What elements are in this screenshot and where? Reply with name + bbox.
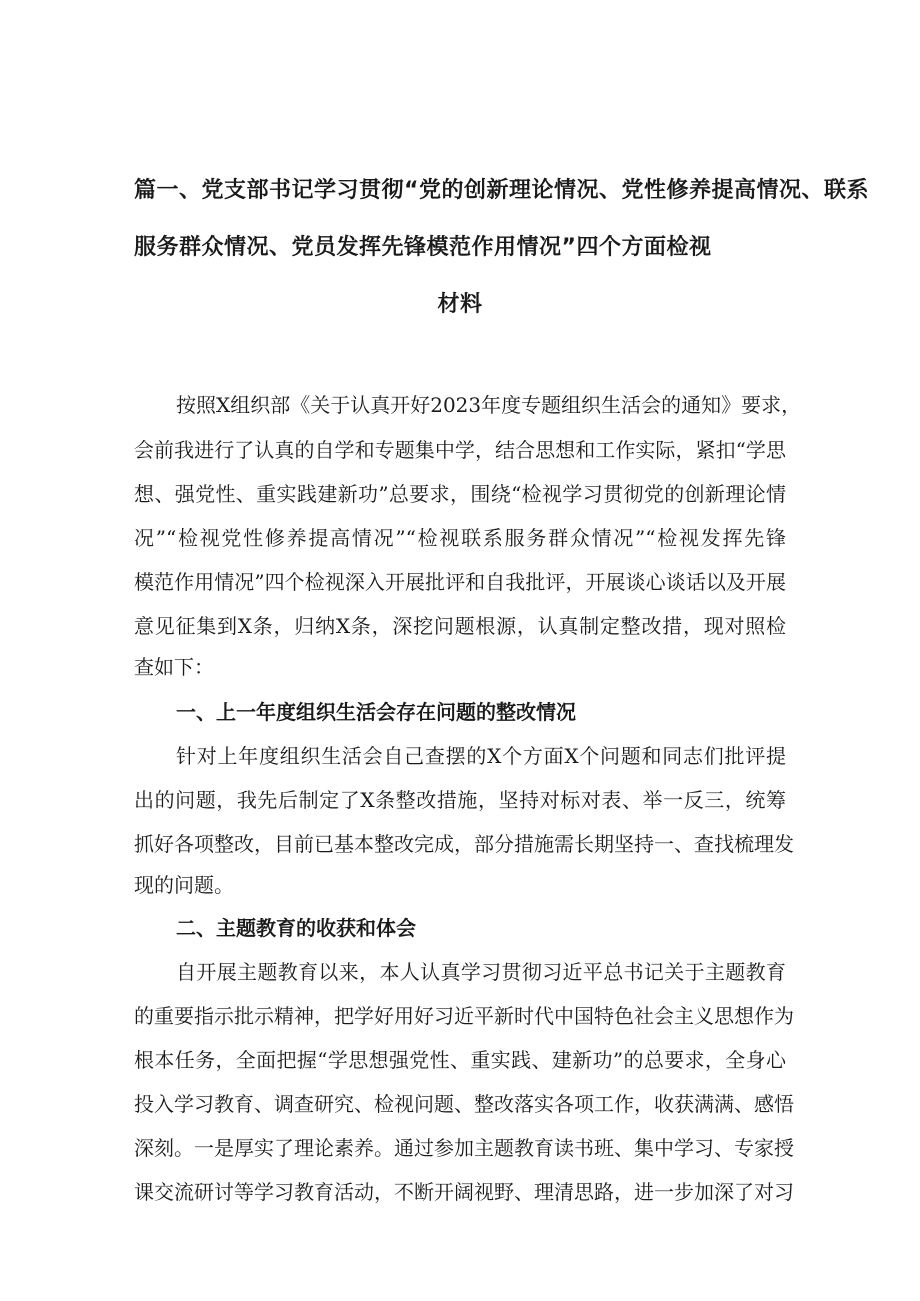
paragraph-3-line-4: 投入学习教育、调查研究、检视问题、整改落实各项工作，收获满满、感悟 [134, 1092, 794, 1116]
paragraph-3-line-3: 根本任务，全面把握“学思想强党性、重实践、建新功”的总要求，全身心 [134, 1048, 786, 1072]
paragraph-3-line-1: 自开展主题教育以来，本人认真学习贯彻习近平总书记关于主题教育 [176, 960, 786, 984]
paragraph-1-line-6: 意见征集到X条，归纳X条，深挖问题根源，认真制定整改措，现对照检 [134, 614, 786, 638]
section-heading-1: 一、上一年度组织生活会存在问题的整改情况 [176, 700, 576, 724]
paragraph-1-line-1: 按照X组织部《关于认真开好2023年度专题组织生活会的通知》要求， [176, 393, 802, 417]
document-title-line-1: 篇一、党支部书记学习贯彻“党的创新理论情况、党性修养提高情况、联系 [134, 178, 869, 203]
paragraph-2-line-4: 现的问题。 [134, 873, 234, 897]
section-heading-2: 二、主题教育的收获和体会 [176, 916, 416, 940]
paragraph-1-line-7: 查如下： [134, 655, 214, 679]
paragraph-2-line-3: 抓好各项整改，目前已基本整改完成，部分措施需长期坚持一、查找梳理发 [134, 832, 794, 856]
document-title-line-3: 材料 [437, 292, 483, 317]
paragraph-1-line-5: 模范作用情况”四个检视深入开展批评和自我批评，开展谈心谈话以及开展 [134, 570, 786, 594]
document-title-line-2: 服务群众情况、党员发挥先锋模范作用情况”四个方面检视 [134, 235, 712, 260]
paragraph-1-line-2: 会前我进行了认真的自学和专题集中学，结合思想和工作实际，紧扣“学思 [134, 438, 786, 462]
paragraph-3-line-2: 的重要指示批示精神，把学好用好习近平新时代中国特色社会主义思想作为 [134, 1004, 794, 1028]
paragraph-2-line-1: 针对上年度组织生活会自己查摆的X个方面X个问题和同志们批评提 [176, 744, 786, 768]
paragraph-3-line-6: 课交流研讨等学习教育活动，不断开阔视野、理清思路，进一步加深了对习 [134, 1180, 794, 1204]
paragraph-2-line-2: 出的问题，我先后制定了X条整改措施，坚持对标对表、举一反三，统筹 [134, 788, 786, 812]
paragraph-1-line-3: 想、强党性、重实践建新功”总要求，围绕“检视学习贯彻党的创新理论情 [134, 482, 786, 506]
paragraph-3-line-5: 深刻。一是厚实了理论素养。通过参加主题教育读书班、集中学习、专家授 [134, 1136, 794, 1160]
paragraph-1-line-4: 况”“检视党性修养提高情况”“检视联系服务群众情况”“检视发挥先锋 [134, 526, 786, 550]
